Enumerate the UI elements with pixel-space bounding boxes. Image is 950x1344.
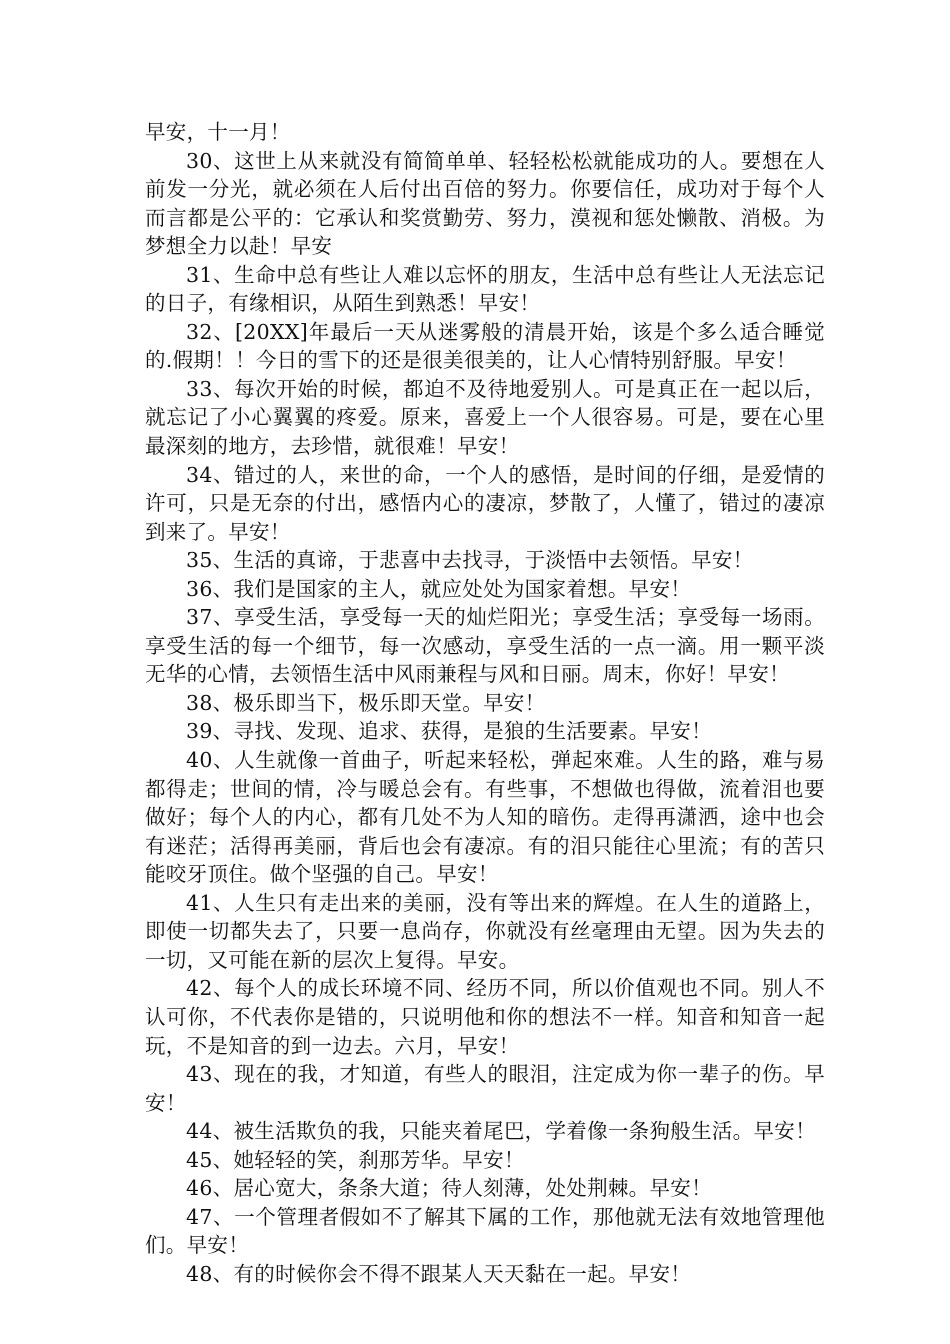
- paragraph-41: 41、人生只有走出来的美丽，没有等出来的辉煌。在人生的道路上，即使一切都失去了，只要一息尚存，你就没有丝毫理由无望。因为失去的一切，又可能在新的层次上复得。早安。: [145, 890, 825, 972]
- paragraph-43: 43、现在的我，才知道，有些人的眼泪，注定成为你一辈子的伤。早安！: [145, 1062, 825, 1115]
- paragraph-36: 36、我们是国家的主人，就应处处为国家着想。早安！: [186, 576, 692, 601]
- paragraph-32: 32、[20XX]年最后一天从迷雾般的清晨开始，该是个多么适合睡觉的.假期！！今日的雪下的还是很美很美的，让人心情特别舒服。早安！: [145, 319, 825, 373]
- paragraph-42: 42、每个人的成长环境不同、经历不同，所以价值观也不同。别人不认可你，不代表你是错的，只说明他和你的想法不一样。知音和知音一起玩，不是知音的到一边去。六月，早安！: [145, 976, 825, 1058]
- paragraph-39: 39、寻找、发现、追求、获得，是狼的生活要素。早安！: [186, 719, 712, 744]
- paragraph-38: 38、极乐即当下，极乐即天堂。早安！: [186, 690, 546, 715]
- paragraph-greeting: 早安，十一月！: [145, 120, 291, 144]
- paragraph-35: 35、生活的真谛，于悲喜中去找寻，于淡悟中去领悟。早安！: [186, 548, 754, 573]
- paragraph-34: 34、错过的人，来世的命，一个人的感悟，是时间的仔细，是爱情的许可，只是无奈的付出，感悟内心的凄凉，梦散了，人懂了，错过的凄凉到来了。早安！: [145, 462, 825, 544]
- paragraph-31: 31、生命中总有些让人难以忘怀的朋友，生活中总有些让人无法忘记的日子，有缘相识，从陌生到熟悉！早安！: [145, 262, 825, 316]
- paragraph-40: 40、人生就像一首曲子，听起来轻松，弹起來难。人生的路，难与易都得走；世间的情，冷与暖总会有。有些事，不想做也得做，流着泪也要做好；每个人的内心，都有几处不为人知的暗伤。走得再潇洒，途中也会有迷茫；活得再美丽，背后也会有凄凉。有的泪只能往心里流；有的苦只能咬牙顶住。做个坚强的自己。早安！: [145, 748, 825, 887]
- paragraph-48: 48、有的时候你会不得不跟某人天天黏在一起。早安！: [186, 1261, 692, 1286]
- paragraph-44: 44、被生活欺负的我，只能夹着尾巴，学着像一条狗般生活。早安！: [186, 1119, 816, 1144]
- paragraph-46: 46、居心宽大，条条大道；待人刻薄，处处荆棘。早安！: [186, 1176, 712, 1201]
- paragraph-37: 37、享受生活，享受每一天的灿烂阳光；享受生活；享受每一场雨。享受生活的每一个细节，每一次感动，享受生活的一点一滴。用一颗平淡无华的心情，去领悟生活中风雨兼程与风和日丽。周末，你好！早安！: [145, 605, 825, 687]
- document-body: [145, 118, 825, 1288]
- paragraph-47: 47、一个管理者假如不了解其下属的工作，那他就无法有效地管理他们。早安！: [145, 1204, 825, 1258]
- paragraph-30: 30、这世上从来就没有简简单单、轻轻松松就能成功的人。要想在人前发一分光，就必须在人后付出百倍的努力。你要信任，成功对于每个人而言都是公平的：它承认和奖赏勤劳、努力，漠视和惩处懒散、消极。为梦想全力以赴！早安: [145, 148, 825, 259]
- paragraph-45: 45、她轻轻的笑，刹那芳华。早安！: [186, 1147, 525, 1172]
- paragraph-33: 33、每次开始的时候，都迫不及待地爱别人。可是真正在一起以后，就忘记了小心翼翼的疼爱。原来，喜爱上一个人很容易。可是，要在心里最深刻的地方，去珍惜，就很难！早安！: [145, 376, 825, 459]
